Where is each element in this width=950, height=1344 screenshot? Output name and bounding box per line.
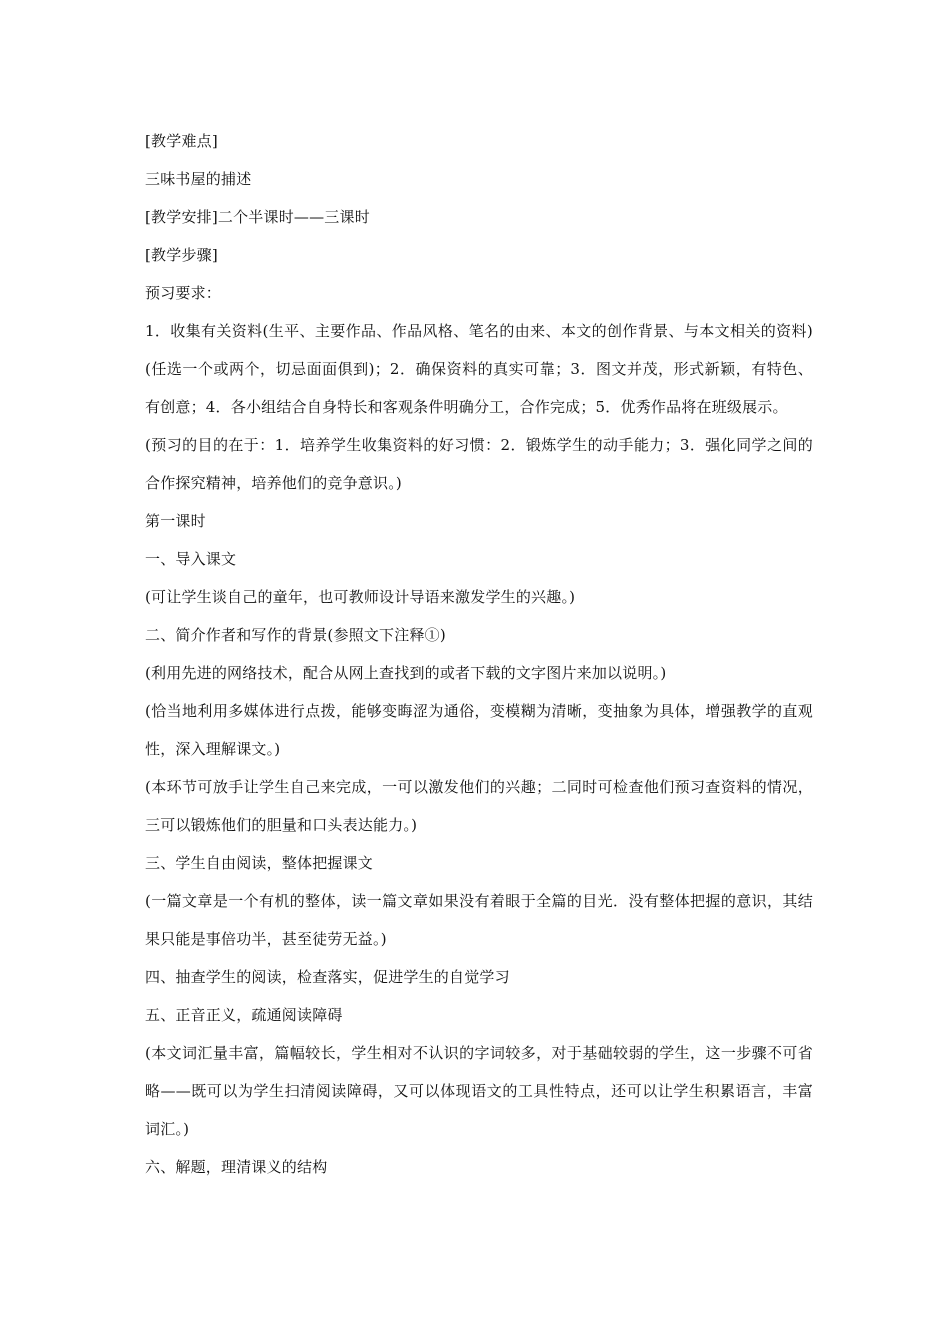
step-2-note-b: (恰当地利用多媒体进行点拨，能够变晦涩为通俗，变模糊为清晰，变抽象为具体，增强教学的直观性，深入理解课文。) bbox=[145, 702, 813, 758]
heading-teaching-difficulty: [教学难点] bbox=[145, 132, 218, 150]
step-2-heading: 二、简介作者和写作的背景(参照文下注释①) bbox=[145, 626, 446, 644]
heading-teaching-schedule: [教学安排]二个半课时——三课时 bbox=[145, 208, 370, 226]
step-1-heading: 一、导入课文 bbox=[145, 550, 237, 568]
document-body bbox=[145, 122, 813, 1186]
step-1-note: (可让学生谈自己的童年，也可教师设计导语来激发学生的兴趣。) bbox=[145, 588, 576, 606]
step-3-note: (一篇文章是一个有机的整体，读一篇文章如果没有着眼于全篇的目光．没有整体把握的意识，其结果只能是事倍功半，甚至徒劳无益。) bbox=[145, 892, 813, 948]
heading-preview-requirements: 预习要求： bbox=[145, 284, 222, 302]
step-4-heading: 四、抽查学生的阅读，检查落实，促进学生的自觉学习 bbox=[145, 968, 510, 986]
step-3-heading: 三、学生自由阅读，整体把握课文 bbox=[145, 854, 374, 872]
heading-first-lesson: 第一课时 bbox=[145, 512, 206, 530]
step-6-heading: 六、解题，理清课义的结构 bbox=[145, 1158, 328, 1176]
paragraph-preview-list: 1．收集有关资料(生平、主要作品、作品风格、笔名的由来、本文的创作背景、与本文相关的资料)(任选一个或两个，切忌面面俱到)；2．确保资料的真实可靠；3．图文并茂，形式新颖，有特色、有创意；4．各小组结合自身特长和客观条件明确分工，合作完成；5．优秀作品将在班级展示。 bbox=[145, 322, 813, 416]
step-5-note: (本文词汇量丰富，篇幅较长，学生相对不认识的字词较多，对于基础较弱的学生，这一步骤不可省略——既可以为学生扫清阅读障碍，又可以体现语文的工具性特点，还可以让学生积累语言，丰富词汇。) bbox=[145, 1044, 813, 1138]
paragraph-preview-purpose: (预习的目的在于：1．培养学生收集资料的好习惯：2．锻炼学生的动手能力；3．强化同学之间的合作探究精神，培养他们的竞争意识。) bbox=[145, 436, 813, 492]
step-2-note-c: (本环节可放手让学生自己来完成，一可以激发他们的兴趣；二同时可检查他们预习查资料的情况，三可以锻炼他们的胆量和口头表达能力。) bbox=[145, 778, 813, 834]
step-5-heading: 五、正音正义，疏通阅读障碍 bbox=[145, 1006, 343, 1024]
paragraph-difficulty-text: 三味书屋的捕述 bbox=[145, 170, 252, 188]
step-2-note-a: (利用先进的网络技术，配合从网上查找到的或者下载的文字图片来加以说明。) bbox=[145, 664, 667, 682]
heading-teaching-steps: [教学步骤] bbox=[145, 246, 218, 264]
